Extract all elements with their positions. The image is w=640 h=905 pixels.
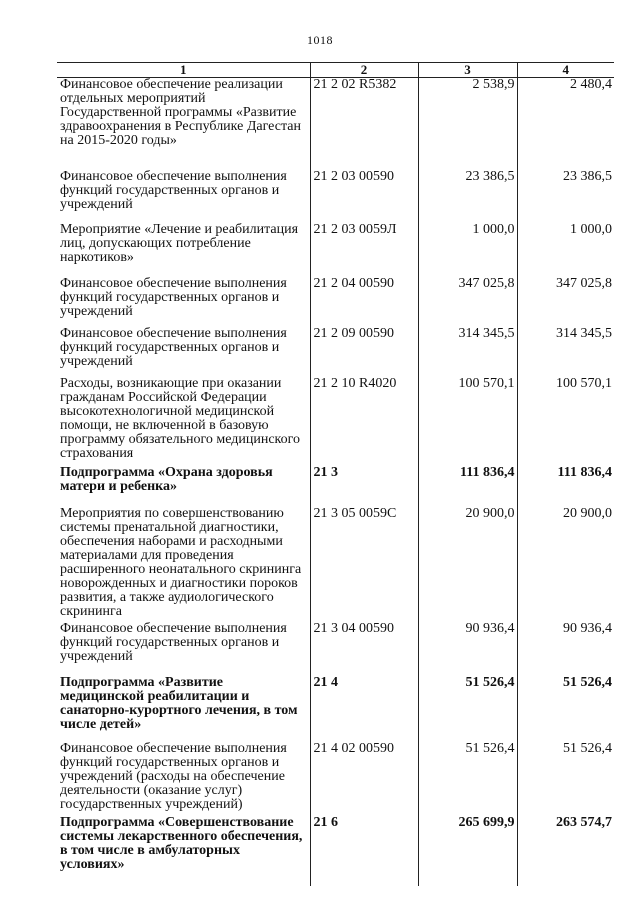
row-value-2019-cell: 51 526,4 — [418, 742, 517, 816]
row-value-2020-cell: 1 000,0 — [517, 223, 614, 277]
column-header: 3 — [418, 63, 517, 78]
row-code-cell: 21 4 — [310, 676, 418, 742]
page-number: 1018 — [307, 33, 333, 47]
row-value-2019-cell: 90 936,4 — [418, 622, 517, 676]
row-name-cell: Финансовое обеспечение реализации отдельных мероприятий Государственной программы «Развитие здравоохранения в Республике Дагестан на 2015-2020 годы» — [60, 77, 301, 148]
row-name-cell: Финансовое обеспечение выполнения функций государственных органов и учреждений — [60, 621, 287, 664]
table-row — [57, 327, 614, 377]
row-value-2020-cell: 23 386,5 — [517, 170, 614, 223]
table-row — [57, 170, 614, 223]
row-name-cell: Финансовое обеспечение выполнения функций государственных органов и учреждений — [60, 326, 287, 369]
row-code-cell: 21 2 03 0059Л — [310, 223, 418, 277]
table-row — [57, 78, 614, 171]
row-code-cell: 21 2 02 R5382 — [310, 78, 418, 171]
row-value-2019-cell: 23 386,5 — [418, 170, 517, 223]
row-name-cell: Финансовое обеспечение выполнения функций государственных органов и учреждений (расходы на обеспечение деятельности (оказание услуг) государственных учреждений) — [60, 741, 287, 812]
row-name-cell: Финансовое обеспечение выполнения функций государственных органов и учреждений — [60, 169, 287, 212]
row-name-cell: Финансовое обеспечение выполнения функций государственных органов и учреждений — [60, 276, 287, 319]
row-value-2019-cell: 20 900,0 — [418, 507, 517, 622]
row-name-cell: Подпрограмма «Охрана здоровья матери и ребенка» — [60, 465, 273, 494]
row-value-2019-cell: 265 699,9 — [418, 816, 517, 886]
row-value-2020-cell: 111 836,4 — [517, 466, 614, 507]
table-header-row — [57, 63, 614, 78]
budget-table — [57, 62, 614, 886]
row-name-cell: Подпрограмма «Развитие медицинской реабилитации и санаторно-курортного лечения, в том числе детей» — [60, 675, 298, 732]
row-name-cell: Мероприятие «Лечение и реабилитация лиц, допускающих потребление наркотиков» — [60, 222, 299, 265]
row-value-2019-cell: 100 570,1 — [418, 377, 517, 466]
row-code-cell: 21 2 04 00590 — [310, 277, 418, 327]
row-value-2019-cell: 51 526,4 — [418, 676, 517, 742]
table-row — [57, 507, 614, 622]
row-code-cell: 21 2 09 00590 — [310, 327, 418, 377]
table-row — [57, 377, 614, 466]
row-value-2020-cell: 51 526,4 — [517, 676, 614, 742]
row-value-2020-cell: 347 025,8 — [517, 277, 614, 327]
row-value-2020-cell: 20 900,0 — [517, 507, 614, 622]
table-row — [57, 223, 614, 277]
column-header: 1 — [57, 63, 310, 78]
row-value-2019-cell: 2 538,9 — [418, 78, 517, 171]
row-code-cell: 21 3 05 0059С — [310, 507, 418, 622]
row-value-2020-cell: 2 480,4 — [517, 78, 614, 171]
row-code-cell: 21 6 — [310, 816, 418, 886]
table-row — [57, 676, 614, 742]
table-row — [57, 742, 614, 816]
row-code-cell: 21 4 02 00590 — [310, 742, 418, 816]
row-value-2020-cell: 263 574,7 — [517, 816, 614, 886]
table-row — [57, 277, 614, 327]
row-value-2020-cell: 100 570,1 — [517, 377, 614, 466]
row-code-cell: 21 2 03 00590 — [310, 170, 418, 223]
row-name-cell: Мероприятия по совершенствованию системы пренатальной диагностики, обеспечения наборами и расходными материалами для проведения расширенного неонатального скрининга новорожденных и диагностики пороков развития, а также аудиологического скрининга — [60, 506, 302, 619]
row-value-2019-cell: 347 025,8 — [418, 277, 517, 327]
column-header: 4 — [517, 63, 614, 78]
row-name-cell: Расходы, возникающие при оказании гражданам Российской Федерации высокотехнологичной медицинской помощи, не включенной в базовую программу обязательного медицинского страхования — [60, 376, 301, 461]
row-value-2019-cell: 314 345,5 — [418, 327, 517, 377]
row-value-2020-cell: 90 936,4 — [517, 622, 614, 676]
row-code-cell: 21 3 04 00590 — [310, 622, 418, 676]
row-value-2020-cell: 314 345,5 — [517, 327, 614, 377]
row-value-2019-cell: 1 000,0 — [418, 223, 517, 277]
row-name-cell: Подпрограмма «Совершенствование системы лекарственного обеспечения, в том числе в амбулаторных условиях» — [60, 815, 303, 872]
row-value-2019-cell: 111 836,4 — [418, 466, 517, 507]
table-row — [57, 466, 614, 507]
column-header: 2 — [310, 63, 418, 78]
row-code-cell: 21 2 10 R4020 — [310, 377, 418, 466]
row-code-cell: 21 3 — [310, 466, 418, 507]
table-row — [57, 622, 614, 676]
table-row — [57, 816, 614, 886]
row-value-2020-cell: 51 526,4 — [517, 742, 614, 816]
